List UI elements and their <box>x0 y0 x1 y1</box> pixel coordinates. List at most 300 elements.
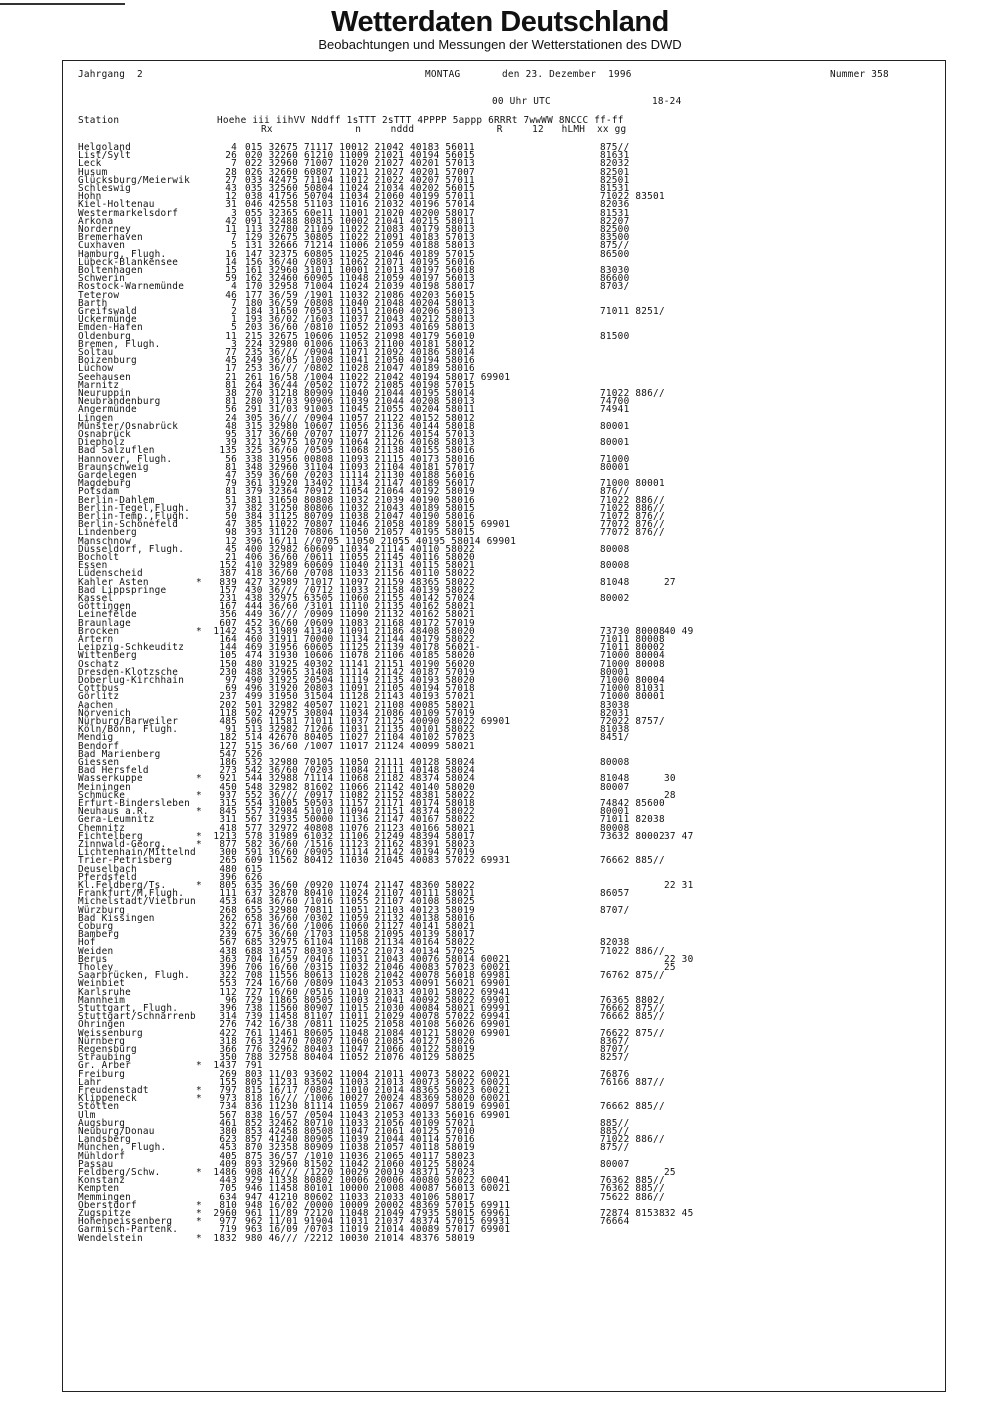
station-height: 50 <box>225 511 237 522</box>
station-height: 28 <box>225 166 237 178</box>
station-height: 5 <box>231 322 237 334</box>
station-height: 396 <box>219 962 237 973</box>
observation-codes: 948 16/02 /0000 10009 20002 48369 57015 69911 <box>245 1199 511 1211</box>
station-name: Lindenberg <box>78 527 137 539</box>
group-codes: 82501 <box>600 174 630 186</box>
group-codes: 76876 <box>600 1068 630 1080</box>
observation-codes: 514 42670 80405 11027 21104 40102 57023 <box>245 732 475 744</box>
group-codes: 80002 <box>600 593 630 604</box>
station-height: 719 <box>219 1224 237 1236</box>
station-name: Potsdam <box>78 486 120 498</box>
group-codes: 71022 886// <box>600 388 665 399</box>
observation-codes: 706 16/60 /0315 11032 21046 40083 57023 60021 <box>245 962 511 973</box>
station-name: Bendorf <box>78 740 120 752</box>
station-height: 59 <box>225 273 237 285</box>
observation-codes: 235 36/// /0904 11071 21092 40186 58014 <box>245 347 475 358</box>
group-codes: 71000 80004 <box>600 650 665 662</box>
station-height: 7 <box>231 232 237 244</box>
station-name: Schleswig <box>78 183 132 194</box>
station-height: 422 <box>219 1027 237 1039</box>
observation-codes: 022 32960 71007 11020 21027 40201 57013 <box>245 158 475 170</box>
station-name: Passau <box>78 1158 114 1170</box>
observation-codes: 091 32488 80815 10002 21041 40215 58011 <box>245 215 475 227</box>
station-height: 273 <box>219 765 237 777</box>
group-codes: 80001 <box>600 666 630 678</box>
observation-codes: 658 36/60 /0302 11059 21132 40138 58016 <box>245 912 475 924</box>
group-codes: 76622 875// <box>600 1027 665 1039</box>
observation-codes: 020 32260 61210 11009 21021 40194 56015 <box>245 150 475 162</box>
station-height: 43 <box>225 183 237 194</box>
observation-codes: 033 42475 71104 11012 21022 40207 57011 <box>245 174 475 186</box>
station-height: 797 <box>219 1085 237 1096</box>
observation-codes: 818 16/// /1006 10027 20024 48369 58020 60021 <box>245 1093 511 1105</box>
station-name: Norderney <box>78 224 132 235</box>
observation-codes: 015 32675 71117 10012 21042 40183 56011 <box>245 142 475 153</box>
station-name: Meiningen <box>78 781 132 793</box>
group-codes: 71072 876// <box>600 511 665 522</box>
station-name: Karlsruhe <box>78 986 132 998</box>
station-name: Göttingen <box>78 601 132 613</box>
station-name: Memmingen <box>78 1191 132 1203</box>
station-height: 634 <box>219 1191 237 1203</box>
page-title: Wetterdaten Deutschland <box>331 6 669 38</box>
station-name: Teterow <box>78 289 120 301</box>
station-height: 12 <box>225 191 237 203</box>
station-name: Soltau <box>78 347 114 358</box>
observation-codes: 270 31218 80909 11040 21044 40195 58014 <box>245 388 475 399</box>
observation-codes: 379 32364 70912 11054 21064 40192 58019 <box>245 486 475 498</box>
group-codes: 81048 <box>600 576 630 588</box>
observation-codes: 338 31956 00808 11093 21115 40173 58016 <box>245 453 475 465</box>
wind-gust: 28 <box>664 789 676 801</box>
observation-codes: 803 11/03 93602 11004 21011 40073 58022 60021 <box>245 1068 511 1080</box>
station-name: Konstanz <box>78 1175 126 1187</box>
station-height: 97 <box>225 675 237 686</box>
station-height: 15 <box>225 265 237 276</box>
observation-codes: 548 32982 81602 11066 21142 40140 58020 <box>245 781 475 793</box>
station-height: 845 <box>219 806 237 818</box>
station-name: Chemnitz <box>78 822 126 834</box>
station-height: 363 <box>219 953 237 965</box>
station-height: 4 <box>231 142 237 153</box>
station-height: 396 <box>219 1003 237 1014</box>
station-height: 5 <box>231 240 237 252</box>
mountain-station-marker: * <box>196 789 202 801</box>
station-name: Neuruppin <box>78 388 132 399</box>
station-name: Schmücke <box>78 789 126 801</box>
station-height: 366 <box>219 1044 237 1055</box>
station-name: Fichtelberg <box>78 830 143 842</box>
station-name: Hannover, Flugh. <box>78 453 173 465</box>
observation-codes: 305 36/// /0904 11057 21122 40152 58012 <box>245 412 475 424</box>
observation-codes: 501 32982 40507 11021 21108 40085 58021 <box>245 699 475 711</box>
station-name: Gardelegen <box>78 470 137 481</box>
station-name: Barth <box>78 297 108 309</box>
observation-codes: 490 31925 20504 11119 21135 40193 58020 <box>245 675 475 686</box>
station-name: Greifswald <box>78 306 137 317</box>
station-height: 105 <box>219 650 237 662</box>
group-codes: 71011 80008 <box>600 634 665 645</box>
observation-codes: 776 32962 80403 11047 21066 40122 58019 <box>245 1044 475 1055</box>
station-height: 46 <box>225 289 237 301</box>
station-name: Emden-Hafen <box>78 322 143 334</box>
group-codes: 875// <box>600 1142 630 1154</box>
observation-codes: 929 11338 80802 10006 20006 40080 58022 60041 <box>245 1175 511 1187</box>
observation-codes: 488 32965 31408 11114 21142 40187 57019 <box>245 666 475 678</box>
mountain-station-marker: * <box>196 839 202 850</box>
station-height: 405 <box>219 1150 237 1162</box>
station-height: 977 <box>219 1216 237 1228</box>
group-codes: 73632 80002 <box>600 830 665 842</box>
station-height: 318 <box>219 1035 237 1047</box>
station-name: Dresden-Klotzsche <box>78 666 179 678</box>
group-codes: 71000 80008 <box>600 658 665 670</box>
observation-codes: 763 32470 70807 11060 21085 40127 58026 <box>245 1035 475 1047</box>
station-height: 239 <box>219 929 237 941</box>
observation-codes: 688 31457 80303 11052 21073 40134 57025 <box>245 945 475 957</box>
group-codes: 82500 <box>600 224 630 235</box>
station-height: 45 <box>225 355 237 367</box>
weekday-label: MONTAG <box>425 69 461 80</box>
station-name: Wendelstein <box>78 1232 143 1244</box>
station-height: 42 <box>225 215 237 227</box>
mountain-station-marker: * <box>196 830 202 842</box>
observation-codes: 708 11556 80613 11028 21042 40078 56018 69981 <box>245 970 511 982</box>
group-codes: 71000 80001 <box>600 478 665 490</box>
group-codes: 82501 <box>600 166 630 178</box>
station-height: 839 <box>219 576 237 588</box>
station-name: Berlin-Tegel,Flugh. <box>78 502 190 514</box>
station-name: Erfurt-Bindersleben <box>78 798 190 809</box>
observation-codes: 055 32365 60e11 11001 21020 40200 58017 <box>245 207 475 219</box>
group-codes: 71011 8251/ <box>600 306 665 317</box>
page-subtitle: Beobachtungen und Messungen der Wetterstationen des DWD <box>318 37 682 52</box>
group-codes: 80008 <box>600 757 630 768</box>
station-name: Berlin-Schönefeld <box>78 519 179 531</box>
observation-codes: 496 31920 20803 11091 21105 40194 57018 <box>245 683 475 695</box>
group-codes: 80001 <box>600 437 630 449</box>
group-codes: 71022 886// <box>600 1134 665 1146</box>
group-codes: 82031 <box>600 707 630 719</box>
observation-codes: 156 36/40 /0803 11062 21071 40195 56016 <box>245 256 475 268</box>
observation-codes: 280 31/03 90906 11039 21044 40208 58013 <box>245 396 475 408</box>
group-codes: 76166 887// <box>600 1076 665 1088</box>
station-name: Zugspitze <box>78 1208 132 1219</box>
observation-codes: 264 36/44 /0502 11072 21085 40198 57015 <box>245 379 475 391</box>
station-height: 1437 <box>213 1060 237 1072</box>
observation-codes: 788 32758 80404 11052 21076 40129 58025 <box>245 1052 475 1064</box>
group-codes: 76662 885// <box>600 1011 665 1023</box>
observation-codes: 438 32975 63505 11060 21155 40142 57024 <box>245 593 475 604</box>
mountain-station-marker: * <box>196 880 202 891</box>
station-height: 322 <box>219 970 237 982</box>
observation-codes: 147 32375 60805 11025 21046 40189 57015 <box>245 248 475 260</box>
observation-codes: 381 31650 80808 11032 21039 40190 58016 <box>245 494 475 506</box>
observation-codes: 554 31005 50503 11157 21171 40174 58018 <box>245 798 475 809</box>
jahrgang-label: Jahrgang 2 <box>78 69 143 80</box>
group-codes: 71022 886// <box>600 502 665 514</box>
station-height: 268 <box>219 904 237 916</box>
observation-codes: 567 31935 50000 11136 21147 40167 58022 <box>245 814 475 826</box>
station-name: Artern <box>78 634 114 645</box>
observation-codes: 648 36/60 /1016 11055 21107 40108 58025 <box>245 896 475 908</box>
station-height: 69 <box>225 683 237 695</box>
station-name: Neuburg/Donau <box>78 1126 155 1137</box>
station-name: Bad Kissingen <box>78 912 155 924</box>
station-height: 38 <box>225 388 237 399</box>
station-name: Michelstadt/Vielbrun <box>78 896 196 908</box>
station-name: Würzburg <box>78 904 126 916</box>
station-height: 164 <box>219 634 237 645</box>
station-name: Schwerin <box>78 273 126 285</box>
station-height: 4 <box>231 281 237 293</box>
group-codes: 76664 <box>600 1216 630 1228</box>
station-name: Neubrandenburg <box>78 396 161 408</box>
station-height: 7 <box>231 158 237 170</box>
station-height: 37 <box>225 502 237 514</box>
station-name: Frankfurt/M,Flugh. <box>78 888 185 900</box>
station-height: 14 <box>225 256 237 268</box>
observation-codes: 499 31950 31504 11128 21143 40193 57021 <box>245 691 475 703</box>
station-height: 98 <box>225 527 237 539</box>
group-codes: 71022 83501 <box>600 191 665 203</box>
station-height: 182 <box>219 732 237 744</box>
observation-codes: 430 36/// /0712 11033 21158 40139 58022 <box>245 584 475 596</box>
station-height: 380 <box>219 1126 237 1137</box>
station-height: 480 <box>219 863 237 875</box>
station-name: Kl.Feldberg/Ts. <box>78 880 167 891</box>
observation-codes: 626 <box>245 871 263 883</box>
wind-gust: 40 49 <box>664 625 694 637</box>
station-height: 607 <box>219 617 237 629</box>
observation-codes: 161 32960 31011 10001 21013 40197 56018 <box>245 265 475 276</box>
station-name: Weinbiet <box>78 978 126 990</box>
observation-codes: 635 36/60 /0920 11074 21147 48360 58022 <box>245 880 475 891</box>
station-name: Bad Marienberg <box>78 748 161 760</box>
station-name: Kahler Asten <box>78 576 149 588</box>
observation-codes: 526 <box>245 748 263 760</box>
station-height: 973 <box>219 1093 237 1105</box>
group-codes: 71022 886// <box>600 494 665 506</box>
observation-codes: 180 36/59 /0808 11040 21048 40204 58013 <box>245 297 475 309</box>
group-codes: 81048 <box>600 773 630 785</box>
station-name: Weiden <box>78 945 114 957</box>
station-name: Kempten <box>78 1183 120 1195</box>
station-name: Tholey <box>78 962 114 973</box>
group-codes: 82207 <box>600 215 630 227</box>
mountain-station-marker: * <box>196 773 202 785</box>
station-name: Freudenstadt <box>78 1085 149 1096</box>
station-height: 230 <box>219 666 237 678</box>
group-codes: 8707/ <box>600 1044 630 1055</box>
station-height: 118 <box>219 707 237 719</box>
station-height: 805 <box>219 880 237 891</box>
station-name: Görlitz <box>78 691 120 703</box>
observation-codes: 046 42558 51103 11016 21032 40196 57014 <box>245 199 475 211</box>
station-height: 7 <box>231 297 237 309</box>
observation-codes: 557 32984 51010 11094 21151 48374 58022 <box>245 806 475 818</box>
station-name: Mannheim <box>78 994 126 1006</box>
station-height: 1213 <box>213 830 237 842</box>
observation-codes: 615 <box>245 863 263 875</box>
station-height: 81 <box>225 486 237 498</box>
station-name: Saarbrücken, Flugh. <box>78 970 190 982</box>
station-name: Bremen, Flugh. <box>78 338 161 350</box>
station-height: 315 <box>219 798 237 809</box>
group-codes: 81531 <box>600 207 630 219</box>
station-name: Straubing <box>78 1052 132 1064</box>
group-codes: 80007 <box>600 1158 630 1170</box>
observation-codes: 315 32980 10607 11056 21136 40144 58018 <box>245 420 475 432</box>
group-codes: 71000 <box>600 453 630 465</box>
station-name: Ückermünde <box>78 314 137 326</box>
station-name: Braunschweig <box>78 461 149 473</box>
station-name: Coburg <box>78 921 114 932</box>
group-codes: 86600 <box>600 273 630 285</box>
station-name: List/Sylt <box>78 150 132 162</box>
observation-codes: 962 11/01 91904 11031 21037 48374 57015 69931 <box>245 1216 511 1228</box>
observation-codes: 963 16/09 /0703 11019 21014 40089 57017 69901 <box>245 1224 511 1236</box>
station-name: Deuselbach <box>78 863 137 875</box>
station-height: 3 <box>231 338 237 350</box>
observation-codes: 577 32972 40808 11076 21123 40166 58021 <box>245 822 475 834</box>
group-codes: 80001 <box>600 420 630 432</box>
station-name: Stuttgart, Flugh. <box>78 1003 179 1014</box>
observation-codes: 791 <box>245 1060 263 1072</box>
station-name: Stuttgart/Schnarrenb <box>78 1011 196 1023</box>
observation-codes: 400 32982 60609 11034 21114 40110 58022 <box>245 543 475 555</box>
observation-codes: 515 36/60 /1007 11017 21124 40099 58021 <box>245 740 475 752</box>
station-height: 1832 <box>213 1232 237 1244</box>
station-height: 231 <box>219 593 237 604</box>
observation-codes: 724 16/60 /0809 11043 21053 40091 56021 69901 <box>245 978 511 990</box>
observation-codes: 857 41240 80905 11039 21044 40114 57016 <box>245 1134 475 1146</box>
station-name: Hohenpeissenberg <box>78 1216 173 1228</box>
station-height: 48 <box>225 420 237 432</box>
station-name: Augsburg <box>78 1117 126 1129</box>
station-height: 921 <box>219 773 237 785</box>
station-name: Leinefelde <box>78 609 137 621</box>
station-height: 81 <box>225 461 237 473</box>
wind-gust: 27 <box>664 576 676 588</box>
station-name: Magdeburg <box>78 478 132 490</box>
observation-codes: 382 31250 80806 11032 21043 40189 58015 <box>245 502 475 514</box>
observation-codes: 836 11230 81114 11059 21067 40097 58019 69901 <box>245 1101 511 1113</box>
group-codes: 885// <box>600 1126 630 1137</box>
observation-codes: 131 32666 71214 11006 21059 40188 58013 <box>245 240 475 252</box>
station-name: Arkona <box>78 215 114 227</box>
observation-codes: 317 36/60 /0707 11077 21126 40154 57013 <box>245 429 475 440</box>
station-name: Köln/Bonn, Flugh. <box>78 724 179 736</box>
station-name: Boltenhagen <box>78 265 143 276</box>
wind-gust: 22 31 <box>664 880 694 891</box>
station-name: Brocken <box>78 625 120 637</box>
observation-codes: 544 32988 71114 11068 21182 48374 58024 <box>245 773 475 785</box>
group-codes: 81531 <box>600 183 630 194</box>
mountain-station-marker: * <box>196 1208 202 1219</box>
group-codes: 80008 <box>600 543 630 555</box>
mountain-station-marker: * <box>196 1060 202 1072</box>
observation-codes: 908 46/// /1220 10029 20019 48371 57023 <box>245 1167 475 1178</box>
top-rule <box>0 3 125 5</box>
station-name: Hof <box>78 937 96 949</box>
group-codes: 71000 80004 <box>600 675 665 686</box>
mountain-station-marker: * <box>196 1232 202 1244</box>
observation-codes: 384 31125 80709 11038 21047 40190 58016 <box>245 511 475 522</box>
mountain-station-marker: * <box>196 1216 202 1228</box>
group-codes: 74700 <box>600 396 630 408</box>
station-height: 547 <box>219 748 237 760</box>
observation-codes: 253 36/// /0802 11028 21047 40189 58016 <box>245 363 475 375</box>
station-height: 12 <box>225 535 237 547</box>
wind-gust: 30 <box>664 773 676 785</box>
station-height: 24 <box>225 412 237 424</box>
observation-codes: 291 31/03 91003 11045 21055 40204 58011 <box>245 404 475 416</box>
station-height: 47 <box>225 519 237 531</box>
observation-codes: 502 42975 30804 11034 21086 40109 57019 <box>245 707 475 719</box>
station-name: Nürburg/Barweiler <box>78 716 179 727</box>
station-height: 443 <box>219 1175 237 1187</box>
station-height: 112 <box>219 986 237 998</box>
group-codes: 81500 <box>600 330 630 342</box>
station-name: Bamberg <box>78 929 120 941</box>
station-height: 2 <box>231 306 237 317</box>
station-name: Gr. Arber <box>78 1060 132 1072</box>
station-height: 3 <box>231 207 237 219</box>
station-height: 269 <box>219 1068 237 1080</box>
station-name: Lüchow <box>78 363 114 375</box>
group-codes: 74842 85600 <box>600 798 665 809</box>
station-height: 21 <box>225 552 237 563</box>
station-height: 461 <box>219 1117 237 1129</box>
mountain-station-marker: * <box>196 576 202 588</box>
observation-codes: 742 16/38 /0811 11025 21058 40108 56026 69901 <box>245 1019 511 1031</box>
group-codes: 8367/ <box>600 1035 630 1047</box>
station-height: 111 <box>219 888 237 900</box>
station-height: 21 <box>225 371 237 383</box>
observation-codes: 418 36/60 /0708 11033 21156 40110 58022 <box>245 568 475 580</box>
group-codes: 80007 <box>600 781 630 793</box>
station-name: Berlin-Temp.,Flugh. <box>78 511 190 522</box>
observation-codes: 385 11022 70807 11046 21058 40189 58015 69901 <box>245 519 511 531</box>
observation-codes: 193 36/02 /1603 11037 21043 40212 58013 <box>245 314 475 326</box>
group-codes: 76662 885// <box>600 1101 665 1113</box>
observation-codes: 474 31930 10606 11078 21106 40185 58020 <box>245 650 475 662</box>
station-name: Bremerhaven <box>78 232 143 244</box>
station-name: Stötten <box>78 1101 120 1113</box>
station-height: 810 <box>219 1199 237 1211</box>
observation-codes: 805 11231 83504 11003 21013 40073 56022 60021 <box>245 1076 511 1088</box>
observation-codes: 359 36/60 /0203 11114 21130 40188 56016 <box>245 470 475 481</box>
station-name: Lüdenscheid <box>78 568 143 580</box>
group-codes: 71022 886// <box>600 945 665 957</box>
observation-codes: 170 32958 71004 11024 21039 40198 58017 <box>245 281 475 293</box>
station-name: Hohn <box>78 191 102 203</box>
observation-codes: 946 11458 80101 10000 21008 40087 56013 60021 <box>245 1183 511 1195</box>
observation-codes: 427 32989 71017 11097 21159 48365 58022 <box>245 576 475 588</box>
group-codes: 81631 <box>600 150 630 162</box>
station-name: Kassel <box>78 593 114 604</box>
observation-codes: 980 46/// /2212 10030 21014 48376 58019 <box>245 1232 475 1244</box>
station-name: Wasserkuppe <box>78 773 143 785</box>
observation-codes: 469 31956 60605 11125 21139 40178 56021- <box>245 642 481 654</box>
group-codes: 80001 <box>600 806 630 818</box>
station-name: Garmisch-Partenk. <box>78 1224 179 1236</box>
station-height: 56 <box>225 404 237 416</box>
station-name: Klippeneck <box>78 1093 137 1105</box>
station-height: 144 <box>219 642 237 654</box>
station-height: 396 <box>219 871 237 883</box>
